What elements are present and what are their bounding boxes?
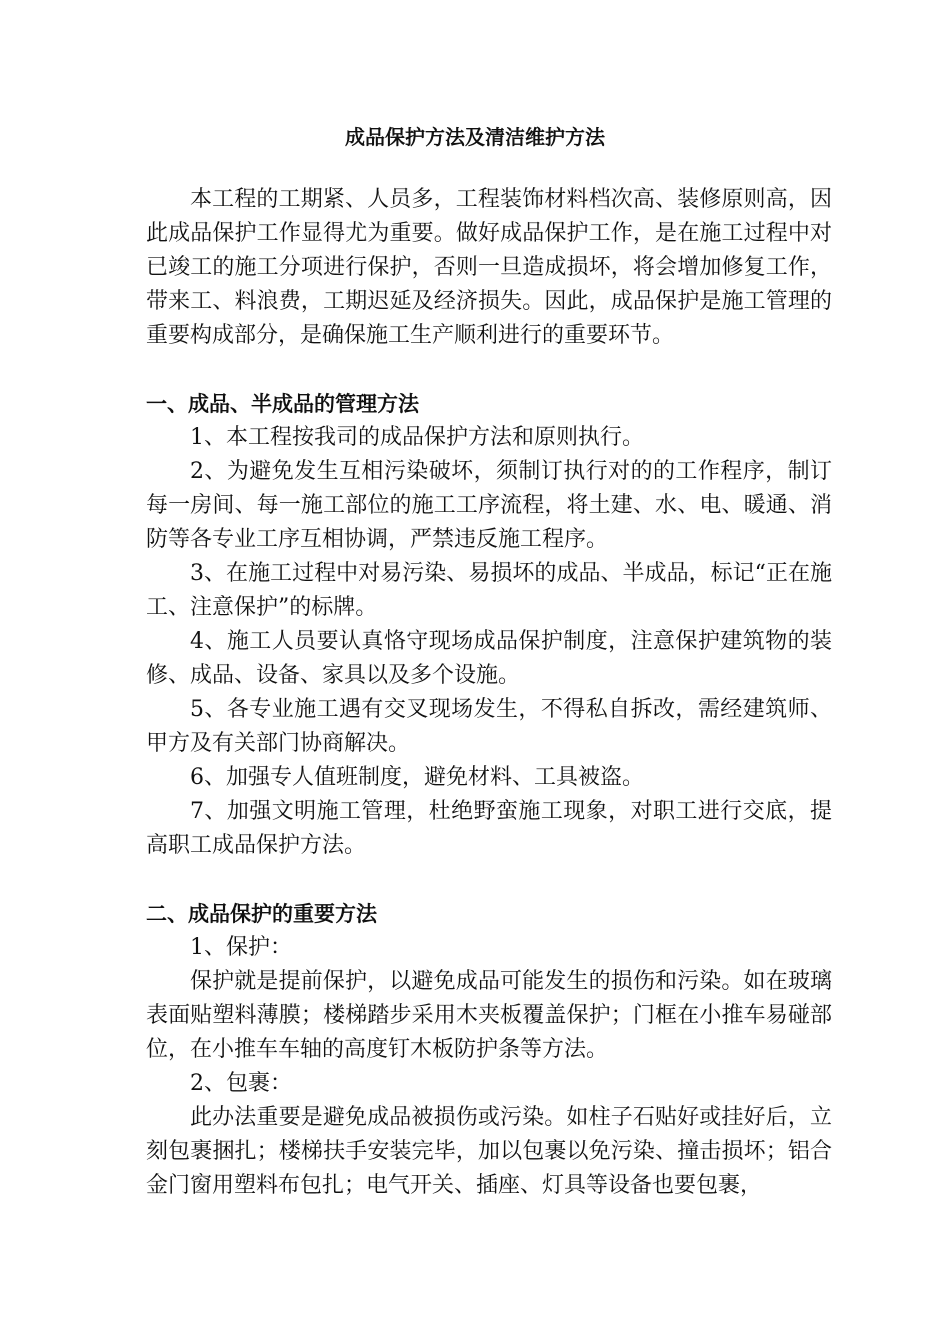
list-item: 此办法重要是避免成品被损伤或污染。如柱子石贴好或挂好后，立刻包裹捆扎；楼梯扶手安装完毕，加以包裹以免污染、撞击损坏；铝合金门窗用塑料布包扎；电气开关、插座、灯具等设备也要包裹， (146, 1105, 832, 1198)
list-item: 2、包裹： (190, 1071, 292, 1096)
document-body (146, 183, 832, 1203)
document-title: 成品保护方法及清洁维护方法 (345, 125, 605, 149)
list-item: 3、在施工过程中对易污染、易损坏的成品、半成品，标记“正在施工、注意保护”的标牌。 (146, 561, 832, 620)
list-item: 6、加强专人值班制度，避免材料、工具被盗。 (190, 765, 644, 790)
list-item: 1、本工程按我司的成品保护方法和原则执行。 (190, 425, 644, 450)
intro-paragraph: 本工程的工期紧、人员多，工程装饰材料档次高、装修原则高，因此成品保护工作显得尤为重要。做好成品保护工作，是在施工过程中对已竣工的施工分项进行保护，否则一旦造成损坏，将会增加修复工作，带来工、料浪费，工期迟延及经济损失。因此，成品保护是施工管理的重要构成部分，是确保施工生产顺利进行的重要环节。 (146, 187, 832, 348)
list-item: 2、为避免发生互相污染破坏，须制订执行对的的工作程序，制订每一房间、每一施工部位的施工工序流程，将土建、水、电、暖通、消防等各专业工序互相协调，严禁违反施工程序。 (146, 459, 832, 552)
list-item: 5、各专业施工遇有交叉现场发生，不得私自拆改，需经建筑师、甲方及有关部门协商解决。 (146, 697, 832, 756)
list-item: 7、加强文明施工管理，杜绝野蛮施工现象，对职工进行交底，提高职工成品保护方法。 (146, 799, 832, 858)
list-item: 4、施工人员要认真恪守现场成品保护制度，注意保护建筑物的装修、成品、设备、家具以及多个设施。 (146, 629, 832, 688)
spacer (146, 863, 832, 897)
list-item: 1、保护： (190, 935, 292, 960)
section-heading: 一、成品、半成品的管理方法 (146, 392, 419, 416)
spacer (146, 353, 832, 387)
list-item: 保护就是提前保护，以避免成品可能发生的损伤和污染。如在玻璃表面贴塑料薄膜；楼梯踏步采用木夹板覆盖保护；门框在小推车易碰部位，在小推车车轴的高度钉木板防护条等方法。 (146, 969, 832, 1062)
section-heading: 二、成品保护的重要方法 (146, 902, 377, 926)
